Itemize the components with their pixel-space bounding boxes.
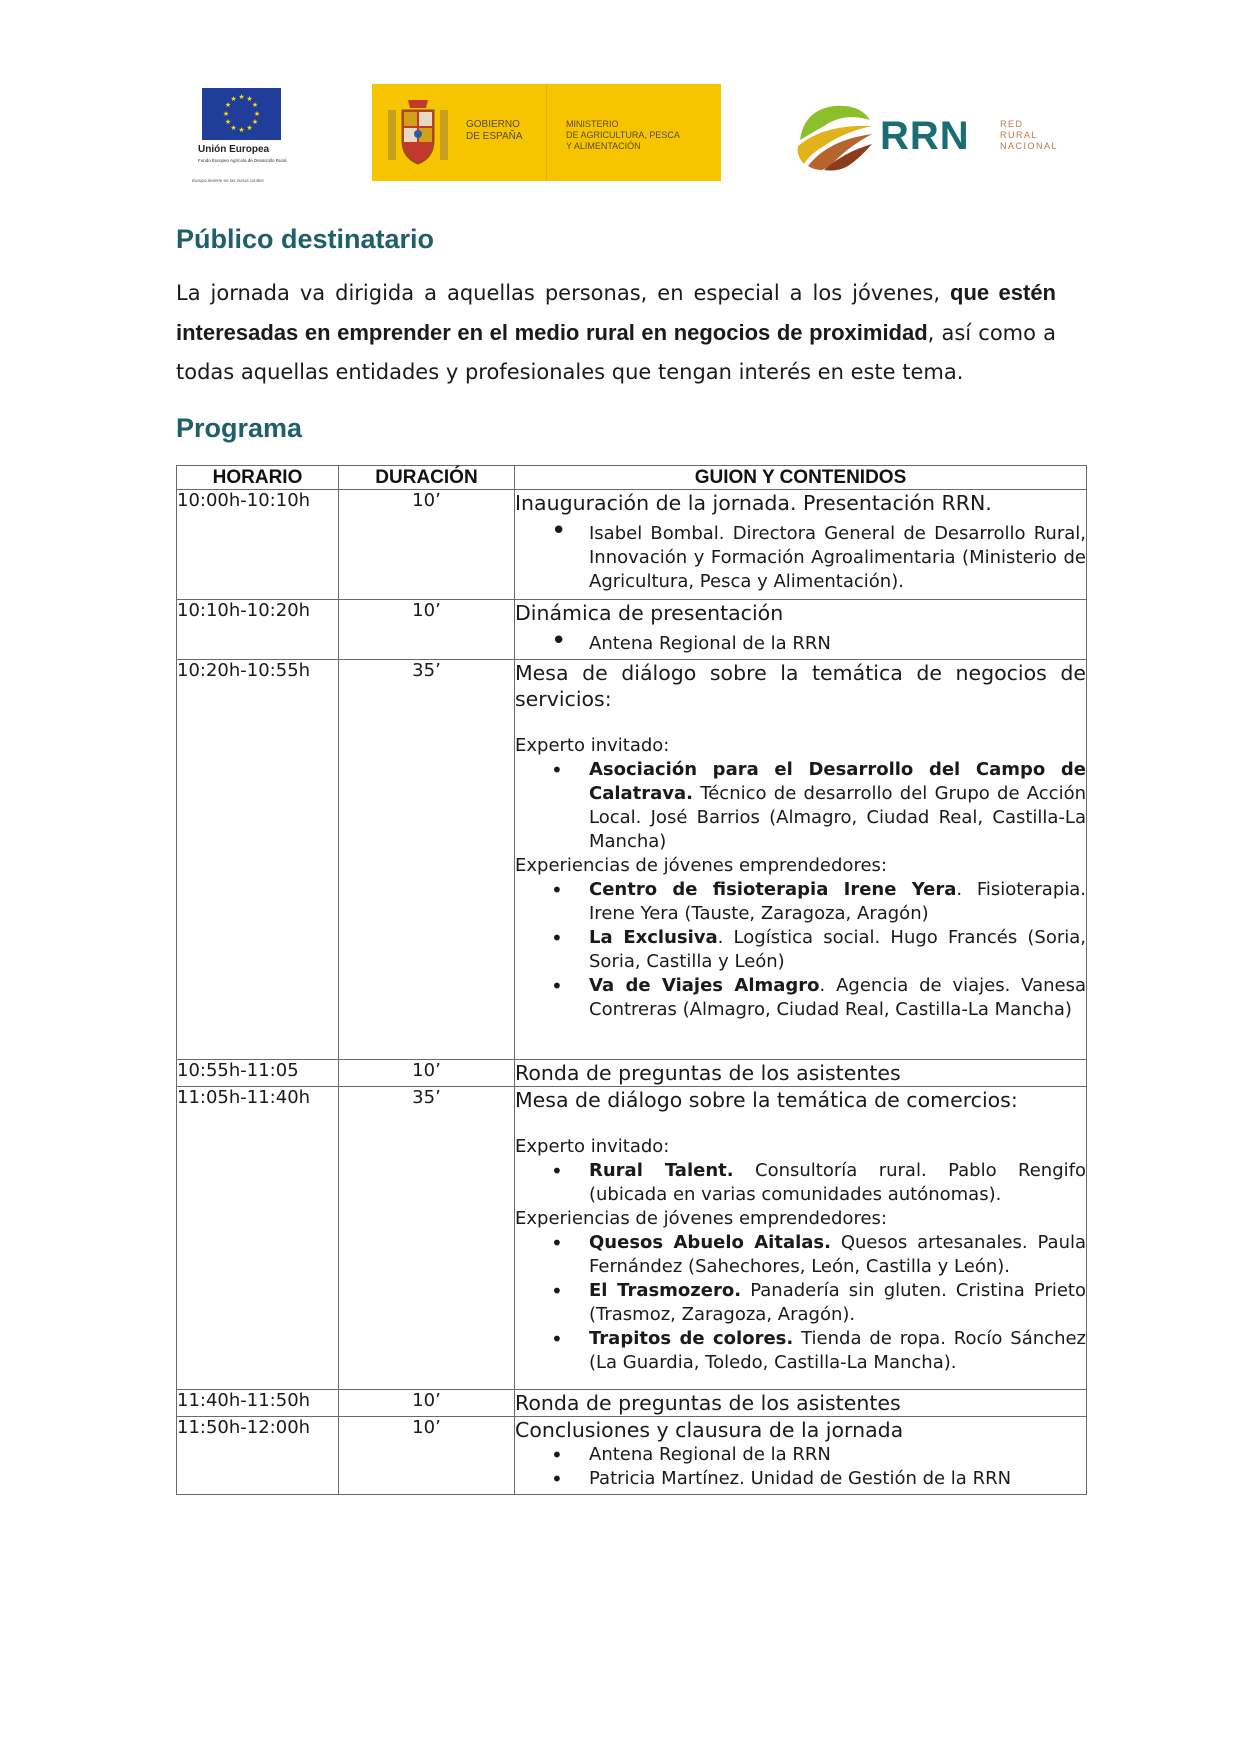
gobierno-separator (546, 84, 547, 181)
list-item (589, 1327, 1086, 1375)
session-title: Dinámica de presentación (515, 601, 784, 625)
contenido-cell (515, 1417, 1087, 1495)
session-title: Mesa de diálogo sobre la temática de comercios: (515, 1088, 1018, 1112)
entity-name: Asociación para el Desarrollo del Campo de Calatrava. (589, 759, 1086, 804)
entity-detail: Consultoría rural. Pablo Rengifo (ubicada en varias comunidades autónomas). (589, 1160, 1086, 1205)
rrn-logo (794, 100, 1066, 172)
duracion-cell: 10’ (339, 1060, 515, 1087)
experto-list (515, 1159, 1086, 1207)
session-title: Ronda de preguntas de los asistentes (515, 1391, 901, 1415)
entity-detail: Quesos artesanales. Paula Fernández (Sahechores, León, Castilla y León). (589, 1232, 1087, 1277)
publico-bold-text: que estén interesadas en emprender en el medio rural en negocios de proximidad (176, 280, 1057, 345)
experto-label: Experto invitado: (515, 1136, 670, 1157)
publico-text-1: La jornada va dirigida a aquellas personas, en especial a los jóvenes, (176, 281, 950, 305)
contenido-cell (515, 660, 1087, 1060)
horario-cell: 10:10h-10:20h (177, 600, 339, 660)
eu-fund: Fondo Europeo Agrícola de Desarrollo Rural (198, 158, 287, 163)
list-item (589, 1159, 1086, 1207)
header-horario: HORARIO (177, 466, 339, 490)
programa-table (176, 465, 1087, 1495)
table-row (177, 660, 1087, 1060)
entity-detail: . Logística social. Hugo Francés (Soria, Soria, Castilla y León) (589, 927, 1086, 972)
svg-text:★: ★ (224, 118, 232, 126)
duracion-cell: 35’ (339, 1087, 515, 1390)
duracion-cell: 10’ (339, 1417, 515, 1495)
contenido-cell (515, 600, 1087, 660)
horario-cell: 11:40h-11:50h (177, 1390, 339, 1417)
eu-title: Unión Europea (198, 144, 270, 155)
contenido-cell (515, 1087, 1087, 1390)
table-row (177, 1060, 1087, 1087)
duracion-cell: 10’ (339, 490, 515, 600)
jovenes-label: Experiencias de jóvenes emprendedores: (515, 855, 887, 876)
coat-of-arms-icon (386, 96, 450, 170)
horario-cell: 10:20h-10:55h (177, 660, 339, 1060)
svg-text:★: ★ (251, 101, 259, 109)
entity-name: Quesos Abuelo Aitalas. (589, 1232, 831, 1253)
svg-text:★: ★ (224, 101, 232, 109)
entity-detail: Técnico de desarrollo del Grupo de Acción Local. José Barrios (Almagro, Ciudad Real, Castilla-La Mancha) (589, 783, 1086, 852)
horario-cell: 10:55h-11:05 (177, 1060, 339, 1087)
table-header-row (177, 466, 1087, 490)
svg-text:★: ★ (238, 93, 245, 101)
contenido-cell (515, 490, 1087, 600)
svg-text:★: ★ (222, 110, 230, 118)
list-item (589, 758, 1086, 854)
header-guion: GUION Y CONTENIDOS (515, 466, 1087, 490)
entity-detail: Tienda de ropa. Rocío Sánchez (La Guardia, Toledo, Castilla-La Mancha). (589, 1328, 1086, 1373)
header-duracion: DURACIÓN (339, 466, 515, 490)
table-row (177, 1417, 1087, 1495)
entity-detail: . Agencia de viajes. Vanesa Contreras (Almagro, Ciudad Real, Castilla-La Mancha) (589, 975, 1087, 1020)
horario-cell: 11:50h-12:00h (177, 1417, 339, 1495)
eu-motto: Europa invierte en las zonas rurales (192, 178, 264, 183)
list-item: • Patricia Martínez. Unidad de Gestión de la RRN (589, 1467, 1086, 1491)
ministerio-label: MINISTERIO DE AGRICULTURA, PESCA Y ALIMENTACIÓN (566, 119, 680, 151)
speaker-list (515, 632, 1086, 656)
list-item: • Isabel Bombal. Directora General de Desarrollo Rural, Innovación y Formación Agroalimentaria (Ministerio de Agricultura, Pesca y Alimentación). (589, 522, 1086, 594)
table-row (177, 600, 1087, 660)
entity-name: Trapitos de colores. (589, 1328, 794, 1349)
list-item: • Antena Regional de la RRN (589, 632, 1086, 656)
table-row (177, 490, 1087, 600)
entity-detail: . Fisioterapia. Irene Yera (Tauste, Zaragoza, Aragón) (589, 879, 1086, 924)
rrn-mark-text: RRN (880, 114, 970, 158)
list-item (589, 974, 1086, 1022)
speaker-list (515, 1443, 1086, 1491)
gobierno-espana-label: GOBIERNO DE ESPAÑA (466, 119, 523, 142)
table-row (177, 1390, 1087, 1417)
list-item (589, 878, 1086, 926)
contenido-cell (515, 1060, 1087, 1087)
list-item (589, 1231, 1086, 1279)
session-title: Ronda de preguntas de los asistentes (515, 1061, 901, 1085)
publico-text-2: , así como a todas aquellas entidades y profesionales que tengan interés en este tema. (176, 321, 1056, 384)
entity-name: Centro de fisioterapia Irene Yera (589, 879, 957, 900)
publico-paragraph (176, 273, 1056, 392)
experto-label: Experto invitado: (515, 735, 670, 756)
list-item (589, 926, 1086, 974)
speaker-list (515, 522, 1086, 594)
table-row (177, 1087, 1087, 1390)
horario-cell: 10:00h-10:10h (177, 490, 339, 600)
rrn-fields-icon (794, 100, 874, 172)
horario-cell: 11:05h-11:40h (177, 1087, 339, 1390)
entity-name: Rural Talent. (589, 1160, 734, 1181)
svg-text:★: ★ (253, 110, 261, 118)
list-item (589, 1279, 1086, 1327)
svg-text:★: ★ (246, 95, 253, 103)
svg-text:★: ★ (246, 124, 253, 132)
gobierno-logo (372, 84, 721, 181)
programa-heading: Programa (176, 413, 303, 443)
entity-name: La Exclusiva (589, 927, 718, 948)
session-title: Inauguración de la jornada. Presentación RRN. (515, 491, 992, 515)
svg-text:★: ★ (230, 124, 237, 132)
jovenes-list (515, 1231, 1086, 1375)
session-title: Conclusiones y clausura de la jornada (515, 1418, 904, 1442)
duracion-cell: 10’ (339, 600, 515, 660)
svg-text:★: ★ (251, 118, 259, 126)
rrn-subtitle: RED RURAL NACIONAL (1000, 119, 1059, 151)
contenido-cell (515, 1390, 1087, 1417)
publico-heading: Público destinatario (176, 224, 435, 254)
experto-list (515, 758, 1086, 854)
eu-flag-icon (202, 88, 281, 140)
entity-name: Va de Viajes Almagro (589, 975, 820, 996)
session-title: Mesa de diálogo sobre la temática de negocios de servicios: (515, 661, 1086, 711)
svg-text:★: ★ (230, 95, 237, 103)
jovenes-list (515, 878, 1086, 1022)
svg-text:★: ★ (238, 126, 245, 134)
entity-name: El Trasmozero. (589, 1280, 742, 1301)
jovenes-label: Experiencias de jóvenes emprendedores: (515, 1208, 887, 1229)
list-item: • Antena Regional de la RRN (589, 1443, 1086, 1467)
duracion-cell: 35’ (339, 660, 515, 1060)
entity-detail: Panadería sin gluten. Cristina Prieto (Trasmoz, Zaragoza, Aragón). (589, 1280, 1086, 1325)
eu-logo (192, 88, 294, 188)
duracion-cell: 10’ (339, 1390, 515, 1417)
